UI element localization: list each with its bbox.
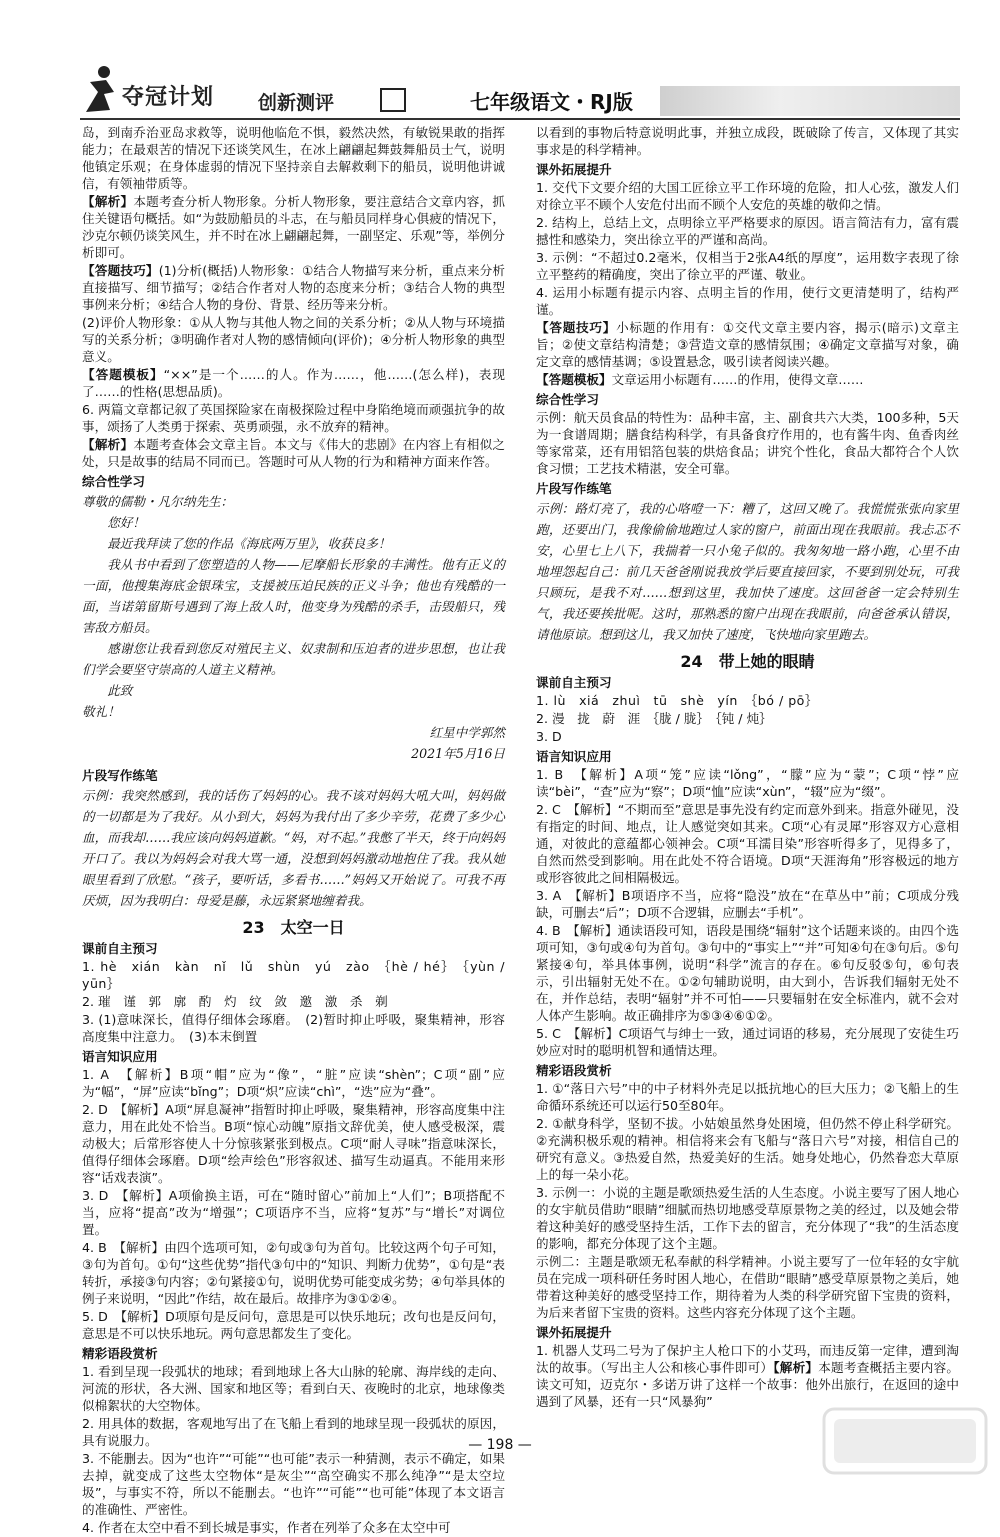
answer-tip xyxy=(82,262,505,313)
section-heading: 片段写作练笔 xyxy=(536,481,612,496)
answer-item: 2. ①献身科学，坚韧不拔。小姑娘虽然身处困境，但仍然不停止科学研究。②充满积极乐观的精神。相信将来会有飞船与“落日六号”对接，相信自己的研究有意义。③热爱自然，热爱美好的生活。她身处地心，仍然眷恋大草原上的每一朵小花。 xyxy=(536,1116,959,1182)
logo-text: 夺冠计划 xyxy=(122,85,215,110)
answer-tip-2: (2)评价人物形象：①从人物与其他人物之间的关系分析；②从人物与环境描写的关系分析；③明确作者对人物的感情倾向(评价)；④分析人物形象的典型意义。 xyxy=(82,315,505,364)
answer-item: 3. D 【解析】A项偷换主语，可在“随时留心”前加上“人们”；B项搭配不当，应将“提高”改为“增强”；C项语序不当，应将“复苏”与“增长”对调位置。 xyxy=(82,1188,505,1237)
letter-body: 最近我拜读了您的作品《海底两万里》，收获良多！ xyxy=(107,536,391,551)
section-heading: 课前自主预习 xyxy=(82,941,158,956)
answer-template xyxy=(536,371,959,388)
writing-sample: 示例：路灯亮了，我的心咯噔一下：糟了，这回又晚了。我慌慌张张向家里跑，还要出门，我像偷偷地跑过人家的窗户，前面出现在我眼前。我忐忑不安，心里七上八下，我揣着一只小兔子似的。我匆匆地一路小跑，心里不由地埋怨起自己：前几天爸爸刚说我放学后要直接回家，不要到别处玩，可我只顾玩，是我不对……想到这里，我加快了速度。这回爸爸一定会特别生气，我还要挨批呢。这时，那熟悉的窗户出现在我眼前，向爸爸承认错误，请他原谅。想到这儿，我又加快了速度，飞快地向家里跑去。 xyxy=(536,501,959,642)
answer-q6-analysis xyxy=(82,436,505,470)
answer-paragraph: 岛，到南乔治亚岛求救等，说明他临危不惧，毅然决然，有敏锐果敢的指挥能力；在最艰苦的情况下还谈笑风生，在冰上翩翩起舞鼓舞船员士气，说明他镇定乐观；在身体虚弱的情况下坚持亲自去解救剩下的船员，说明他讲诚信，有领袖带质等。 xyxy=(82,125,505,191)
answer-item: 2. 璀 谨 郭 廓 酌 灼 纹 敛 邀 激 杀 剃 xyxy=(82,994,388,1009)
answer-item: 3. 不能删去。因为“也许”“可能”“也可能”表示一种猜测，表示不确定，如果去掉，就变成了这些太空物体“是灰尘”“高空确实不那么纯净”“是太空垃圾”，与事实不符，所以不能删去。“也许”“可能”“也可能”体现了本文语言的准确性、严密性。 xyxy=(82,1451,505,1517)
section-heading: 语言知识应用 xyxy=(82,1049,158,1064)
answer-paragraph: 以看到的事物后特意说明此事，并独立成段，既破除了传言，又体现了其实事求是的科学精神。 xyxy=(536,125,959,157)
right-column xyxy=(536,124,959,1411)
logo xyxy=(80,62,260,118)
answer-item: 1. B 【解析】A项“笼”应读“lǒng”，“朦”应为“蒙”；C项“悖”应读“bèi”，“查”应为“察”；D项“恤”应读“xùn”，“辍”应为“缀”。 xyxy=(536,767,959,799)
answer-item: 1. ①“落日六号”中的中子材料外壳足以抵抗地心的巨大压力；②飞船上的生命循环系统还可以运行50至80年。 xyxy=(536,1081,959,1113)
letter-date: 2021年5月16日 xyxy=(411,746,505,761)
tip-text: (1)分析(概括)人物形象：①结合人物描写来分析，重点来分析直接描写、细节描写；②结合作者对人物的态度来分析；③结合人物的典型事例来分析；④结合人物的身份、背景、经历等来分析。 xyxy=(82,263,505,312)
letter-greeting: 您好！ xyxy=(107,515,145,530)
section-heading: 课外拓展提升 xyxy=(536,162,612,177)
analysis-text: 本题考查分析人物形象。分析人物形象，要注意结合文章内容，抓住关键语句概括。如“为鼓励船员的斗志，在与船员同样身心俱疲的情况下，沙克尔顿仍谈笑风生，并不时在冰上翩翩起舞，一副坚定、乐观”等，举例分析即可。 xyxy=(82,194,506,260)
tip-tag: 【答题技巧】 xyxy=(82,263,159,278)
answer-item: 1. hè xián kàn nǐ lǔ shùn yú zào ｛hè / hé｝ ｛yùn / yūn｝ xyxy=(82,959,505,991)
page-header xyxy=(80,62,960,118)
answer-item: 示例：航天员食品的特性为：品种丰富，主、副食共六大类，100多种，5天为一食谱周期；膳食结构科学，有具备食疗作用的，也有酱牛肉、鱼香肉丝等家常菜，还有用铝箔包装的烘焙食品；讲究个性化，食品大都符合个人饮食习惯；工艺技术精湛，安全可靠。 xyxy=(536,410,959,476)
letter-salutation: 尊敬的儒勒・凡尔纳先生： xyxy=(82,494,234,509)
grade-title: 七年级语文・RJ版 xyxy=(470,90,633,114)
runner-logo-icon xyxy=(80,62,120,114)
answer-item: 3. D xyxy=(536,729,562,744)
lesson-title: 24 带上她的眼睛 xyxy=(680,652,815,671)
page-number: — 198 — xyxy=(468,1437,532,1453)
tip-text: 小标题的作用有：①交代文章主要内容，揭示(暗示)文章主旨；②使文章结构清楚；③营造文章的感情氛围；④确定文章描写对象，确定文章的感情基调；⑤设置悬念，吸引读者阅读兴趣。 xyxy=(536,320,959,369)
answer-item: 示例二：主题是歌颂无私奉献的科学精神。小说主要写了一位年轻的女宇航员在完成一项科研任务时困人地心，在借助“眼睛”感受草原景物之美后，她带着这种美好的感受坚持工作，期待着为人类的科学研究留下宝贵的资料，为后来者留下宝贵的资料。这些内容充分体现了这个主题。 xyxy=(536,1254,959,1320)
section-heading: 精彩语段赏析 xyxy=(82,1346,158,1361)
answer-item: 3. 示例：“不超过0.2毫米，仅相当于2张A4纸的厚度”，运用数字表现了徐立平整药的精确度，突出了徐立平的严谨、敬业。 xyxy=(536,250,959,282)
answer-text: 1. 机器人艾玛二号为了保护主人枪口下的小艾玛，而违反第一定律，遭到淘汰的故事。（写出主人公和核心事件即可） xyxy=(536,1343,959,1375)
analysis-text: 本题考查概括主要内容。读文可知，迈克尔・多诺万讲了这样一个故事：他外出旅行，在返回的途中遇到了风暴，还有一只“风暴狗” xyxy=(536,1360,960,1409)
answer-analysis xyxy=(82,193,505,261)
answer-item xyxy=(536,1342,959,1410)
section-heading: 课外拓展提升 xyxy=(536,1325,612,1340)
section-heading: 综合性学习 xyxy=(82,474,145,489)
answer-item: 2. 结构上，总结上文，点明徐立平严格要求的原因。语言简洁有力，富有震撼性和感染力，突出徐立平的严谨和高尚。 xyxy=(536,215,959,247)
answer-item: 1. 看到呈现一段弧状的地球；看到地球上各大山脉的轮廓、海岸线的走向、河流的形状，各大洲、国家和地区等；看到白天、夜晚时的北京，地球像类似棉絮状的大空物体。 xyxy=(82,1364,505,1413)
brand-name: 创新测评 xyxy=(258,92,335,114)
header-decoration xyxy=(660,86,960,116)
answer-item: 2. 漫 拢 蔚 涯 ｛胧 / 胧｝ ｛钝 / 炖｝ xyxy=(536,711,772,726)
answer-q6: 6. 两篇文章都记叙了英国探险家在南极探险过程中身陷绝境而顽强抗争的故事，颂扬了人类勇于探索、英勇顽强，永不放弃的精神。 xyxy=(82,402,505,434)
section-heading: 综合性学习 xyxy=(536,392,599,407)
answer-item: 2. C 【解析】“不期而至”意思是事先没有约定而意外到来。指意外碰见，没有指定的时间、地点，让人感觉突如其来。C项“心有灵犀”形容双方心意相通，对彼此的意蕴都心领神会。C项“耳濡目染”形容听得多了，见得多了，自然而然受到影响。用在此处不符合语境。D项“天涯海角”形容极远的地方或形容彼此之间相隔极远。 xyxy=(536,802,959,885)
section-heading: 课前自主预习 xyxy=(536,675,612,690)
answer-item: 2. 用具体的数据，客观地写出了在飞船上看到的地球呈现一段弧状的原因，具有说服力。 xyxy=(82,1416,505,1448)
analysis-tag: 【解析】 xyxy=(773,1360,819,1375)
answer-item: 5. D 【解析】D项原句是反问句，意思是可以快乐地玩；改句也是反问句，意思是不可以快乐地玩。两句意思都发生了变化。 xyxy=(82,1309,505,1341)
analysis-text: 本题考查体会文章主旨。本文与《伟大的悲剧》在内容上有相似之处，只是故事的结局不同而已。答题时可从人物的行为和精神方面来作答。 xyxy=(82,437,506,469)
template-text: “××”是一个……的人。作为……，他……(怎么样)，表现了……的性格(思想品质)。 xyxy=(82,367,505,399)
letter-signature: 红星中学郭然 xyxy=(429,725,505,740)
tip-tag: 【答题技巧】 xyxy=(536,320,617,335)
letter-body: 感谢您让我看到您反对殖民主义、奴隶制和压迫者的进步思想，也让我们学会要坚守崇高的人道主义精神。 xyxy=(82,641,505,677)
section-heading: 语言知识应用 xyxy=(536,749,612,764)
answer-item: 2. D 【解析】A项“屏息凝神”指暂时抑止呼吸，聚集精神，形容高度集中注意力，用在此处不恰当。B项“惊心动魄”原指文辞优美，使人感受极深，震动极大；后常形容使人十分惊骇紧张到极点。C项“耐人寻味”指意味深长，值得仔细体会琢磨。D项“绘声绘色”形容叙述、描写生动逼真。不能用来形容“话戏表演”。 xyxy=(82,1102,505,1185)
section-heading: 精彩语段赏析 xyxy=(536,1063,612,1078)
answer-item: 3. 示例一：小说的主题是歌颂热爱生活的人生态度。小说主要写了困人地心的女宇航员借助“眼睛”细腻而热切地感受草原景物之美的经过，以及她会带着这种美好的感受坚持生活，工作下去的留言，充分体现了“我”的生活态度的影响，都充分体现了这个主题。 xyxy=(536,1185,959,1251)
template-tag: 【答题模板】 xyxy=(82,367,164,382)
section-heading: 片段写作练笔 xyxy=(82,768,158,783)
analysis-tag: 【解析】 xyxy=(82,437,134,452)
answer-item: 1. A 【解析】B项“帽”应为“像”，“脏”应读“shèn”；C项“副”应为“幅”，“屏”应读“bǐng”；D项“炽”应读“chì”，“迭”应为“叠”。 xyxy=(82,1067,505,1099)
answer-item: 1. 交代下文要介绍的大国工匠徐立平工作环境的危险，扣人心弦，激发人们对徐立平不顾个人安危付出而不顾个人安危的英雄的敬仰之情。 xyxy=(536,180,959,212)
answer-item: 4. B 【解析】通读语段可知，语段是围绕“辐射”这个话题来谈的。由四个选项可知，③句或④句为首句。③句中的“事实上”“并”可知④句在③句后。⑤句紧接④句，举具体事例，说明“科学”流言的存在。⑥句反驳⑤句，⑥句表示，引出辐射无处不在。①②句辅助说明，由大到小，告诉我们辐射无处不在，并作总结，表明“辐射”并不可怕——只要辐射在安全标准内，就不会对人体产生影响。故正确排序为⑤③④⑥①②。 xyxy=(536,923,959,1023)
answer-item: 4. 作者在太空中看不到长城是事实，作者在列举了众多在太空中可 xyxy=(82,1520,451,1535)
template-text: 文章运用小标题有……的作用，使得文章…… xyxy=(611,372,864,387)
watermark-stamp-icon xyxy=(820,1405,990,1477)
header-divider xyxy=(80,118,960,120)
check-box-icon xyxy=(380,88,406,112)
answer-item: 4. 运用小标题有提示内容、点明主旨的作用，使行文更清楚明了，结构严谨。 xyxy=(536,285,959,317)
answer-item: 5. C 【解析】C项语气与绅士一致，通过词语的移易，充分展现了安徒生巧妙应对时的聪明机智和通情达理。 xyxy=(536,1026,959,1058)
left-column xyxy=(82,124,505,1537)
lesson-title: 23 太空一日 xyxy=(242,918,345,937)
template-tag: 【答题模板】 xyxy=(536,372,612,387)
letter-body: 我从书中看到了您塑造的人物——尼摩船长形象的丰满性。他有正义的一面，他搜集海底金银珠宝，支援被压迫民族的正义斗争；他也有残酷的一面，当诺第留斯号遇到了海上敌人时，他变身为残酷的杀手，击毁船只，残害敌方船员。 xyxy=(82,557,505,635)
letter-closing: 敬礼！ xyxy=(82,704,120,719)
answer-template xyxy=(82,366,505,400)
answer-tip xyxy=(536,319,959,370)
writing-sample: 示例：我突然感到，我的话伤了妈妈的心。我不该对妈妈大吼大叫，妈妈做的一切都是为了我好。从小到大，妈妈为我付出了多少辛劳，花费了多少心血，而我却……我应该向妈妈道歉。“妈，对不起。”我憋了半天，终于向妈妈开口了。我以为妈妈会对我大骂一通，没想到妈妈激动地抱住了我。我从她眼里看到了欣慰。“孩子，要听话，多看书……”妈妈又开始说了。可我不再厌烦，因为我明白：母爱是藤，永远紧紧地缠着我。 xyxy=(82,788,505,908)
answer-item: 1. lù xiá zhuì tū shè yín ｛bó / pō｝ xyxy=(536,693,818,708)
letter-closing: 此致 xyxy=(107,683,133,698)
analysis-tag: 【解析】 xyxy=(82,194,134,209)
answer-item: 3. (1)意味深长，值得仔细体会琢磨。 (2)暂时抑止呼吸，聚集精神，形容高度集中注意力。 (3)本末倒置 xyxy=(82,1012,505,1044)
answer-item: 3. A 【解析】B项语序不当，应将“隐没”放在“在草丛中”前；C项成分残缺，可删去“后”；D项不合逻辑，应删去“手机”。 xyxy=(536,888,959,920)
answer-item: 4. B 【解析】由四个选项可知，②句或③句为首句。比较这两个句子可知，③句为首句。①句“这些优势”指代③句中的“知识、判断力优势”，①句是“表转折，承接③句内容；②句紧接①句，说明优势可能变成劣势；④句举具体的例子来说明，“因此”作结，故在最后。故排序为③①②④。 xyxy=(82,1240,505,1306)
